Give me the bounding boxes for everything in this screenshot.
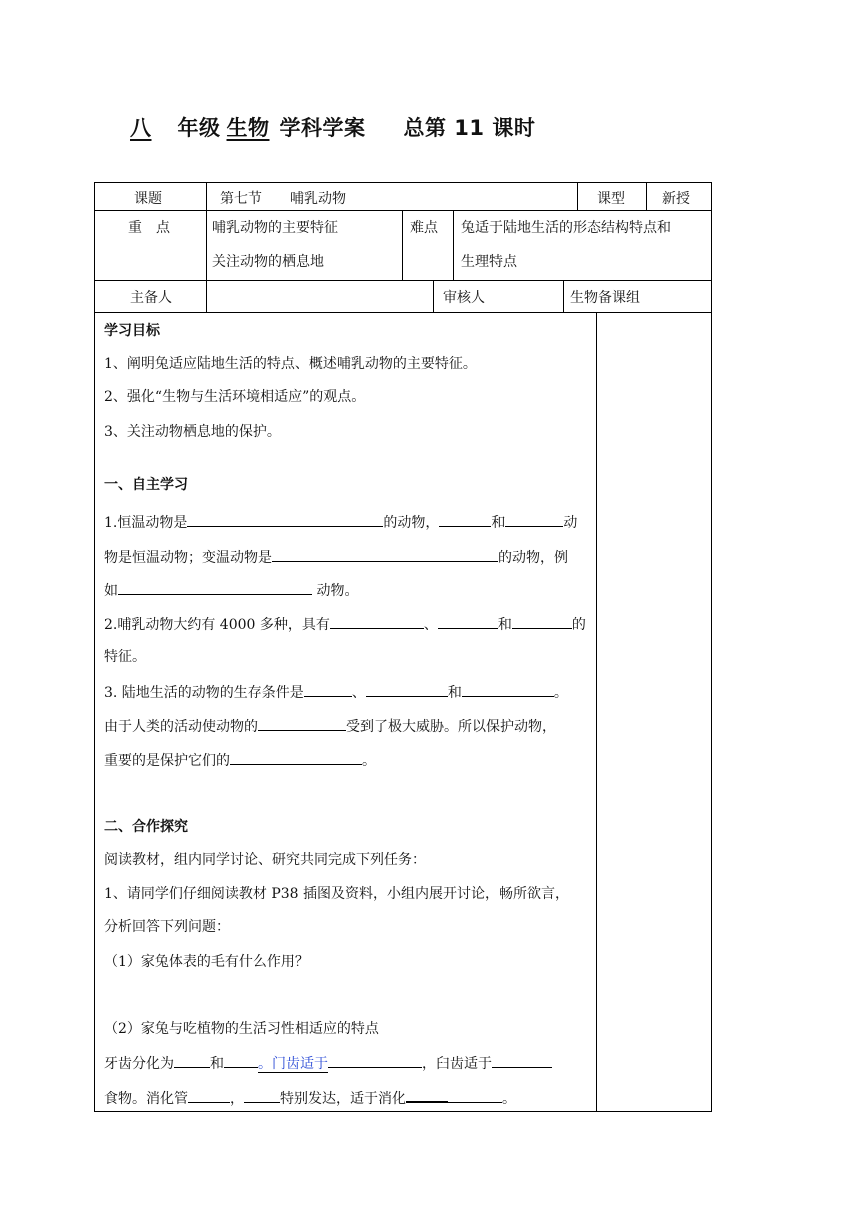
digestion-line: 食物。消化管 ， 特别发达，适于消化 。 (104, 1086, 516, 1109)
cooperative-inquiry-heading: 二、合作探究 (104, 819, 188, 835)
question-3-line-2: 由于人类的活动使动物的 受到了极大威胁。所以保护动物， (104, 715, 556, 737)
answer-blank[interactable] (224, 1052, 258, 1068)
inquiry-intro: 阅读教材，组内同学讨论、研究共同完成下列任务： (104, 852, 426, 868)
answer-blank[interactable] (188, 1087, 230, 1103)
answer-blank[interactable] (187, 511, 383, 527)
type-label: 课型 (597, 191, 625, 207)
row-divider (94, 312, 712, 313)
topic-label: 课题 (134, 191, 162, 207)
col-divider (577, 182, 578, 210)
type-value: 新授 (662, 191, 690, 207)
answer-blank[interactable] (462, 681, 554, 697)
answer-blank[interactable] (328, 1052, 422, 1068)
col-divider (646, 182, 647, 210)
answer-blank[interactable] (406, 1086, 448, 1103)
col-divider (206, 280, 207, 312)
teeth-line: 牙齿分化为 和 。门齿适于 ，臼齿适于 (104, 1052, 552, 1074)
question-2-line-2: 特征。 (104, 649, 146, 665)
answer-blank[interactable] (118, 579, 312, 595)
answer-blank[interactable] (330, 613, 424, 629)
difficulty-label: 难点 (410, 220, 438, 236)
answer-blank[interactable] (244, 1087, 280, 1103)
answer-blank[interactable] (492, 1052, 552, 1068)
grade-suffix: 年级 (177, 116, 221, 140)
lesson-table (94, 182, 712, 1112)
subject-blank: 生物 (226, 116, 270, 140)
topic-value: 第七节 哺乳动物 (220, 191, 346, 207)
lesson-number: 总第 11 课时 (403, 116, 536, 140)
col-divider (433, 280, 434, 312)
incisor-note: 。门齿适于 (258, 1056, 328, 1072)
key-point-1: 哺乳动物的主要特征 (212, 220, 338, 236)
answer-blank[interactable] (366, 681, 448, 697)
subject-suffix: 学科学案 (279, 116, 366, 140)
grade-blank: 八 (130, 116, 152, 140)
sub-question-2: （2）家兔与吃植物的生活习性相适应的特点 (104, 1021, 379, 1037)
answer-blank[interactable] (304, 681, 352, 697)
question-1-line-1: 1.恒温动物是 的动物， 和 动 (104, 511, 577, 533)
task-1-line-2: 分析回答下列问题： (104, 919, 230, 935)
question-1-line-2: 物是恒温动物；变温动物是 的动物，例 (104, 546, 568, 568)
key-point-2: 关注动物的栖息地 (212, 254, 324, 270)
goal-item: 3、关注动物栖息地的保护。 (104, 424, 281, 440)
answer-blank[interactable] (272, 546, 498, 562)
answer-blank[interactable] (448, 1087, 502, 1103)
answer-blank[interactable] (439, 511, 491, 527)
question-1-line-3: 如 动物。 (104, 579, 358, 601)
self-study-heading: 一、自主学习 (104, 477, 188, 493)
answer-blank[interactable] (258, 715, 346, 731)
answer-blank[interactable] (230, 749, 362, 765)
preparer-label: 主备人 (130, 290, 172, 306)
answer-blank[interactable] (174, 1052, 210, 1068)
col-divider (563, 280, 564, 312)
row-divider (94, 210, 712, 211)
col-divider (402, 210, 403, 280)
answer-blank[interactable] (438, 613, 498, 629)
question-2-line-1: 2.哺乳动物大约有 4000 多种，具有 、 和 的 (104, 613, 586, 635)
answer-blank[interactable] (512, 613, 572, 629)
goal-item: 1、阐明兔适应陆地生活的特点、概述哺乳动物的主要特征。 (104, 356, 477, 372)
goals-heading: 学习目标 (104, 323, 160, 339)
difficulty-line-1: 兔适于陆地生活的形态结构特点和 (461, 220, 671, 236)
page-title (104, 112, 535, 142)
difficulty-line-2: 生理特点 (461, 254, 517, 270)
col-divider (453, 210, 454, 280)
notes-column-divider (596, 312, 597, 1112)
question-3-line-3: 重要的是保护它们的 。 (104, 749, 376, 771)
row-divider (94, 280, 712, 281)
col-divider (206, 182, 207, 210)
goal-item: 2、强化“生物与生活环境相适应”的观点。 (104, 389, 366, 405)
group-value: 生物备课组 (570, 290, 640, 306)
answer-blank[interactable] (505, 511, 563, 527)
col-divider (206, 210, 207, 280)
question-3-line-1: 3. 陆地生活的动物的生存条件是 、 和 。 (104, 681, 568, 703)
sub-question-1: （1）家兔体表的毛有什么作用？ (104, 954, 309, 970)
task-1-line-1: 1、请同学们仔细阅读教材 P38 插图及资料，小组内展开讨论，畅所欲言， (104, 886, 570, 902)
reviewer-label: 审核人 (443, 290, 485, 306)
key-points-label: 重 点 (128, 220, 170, 236)
